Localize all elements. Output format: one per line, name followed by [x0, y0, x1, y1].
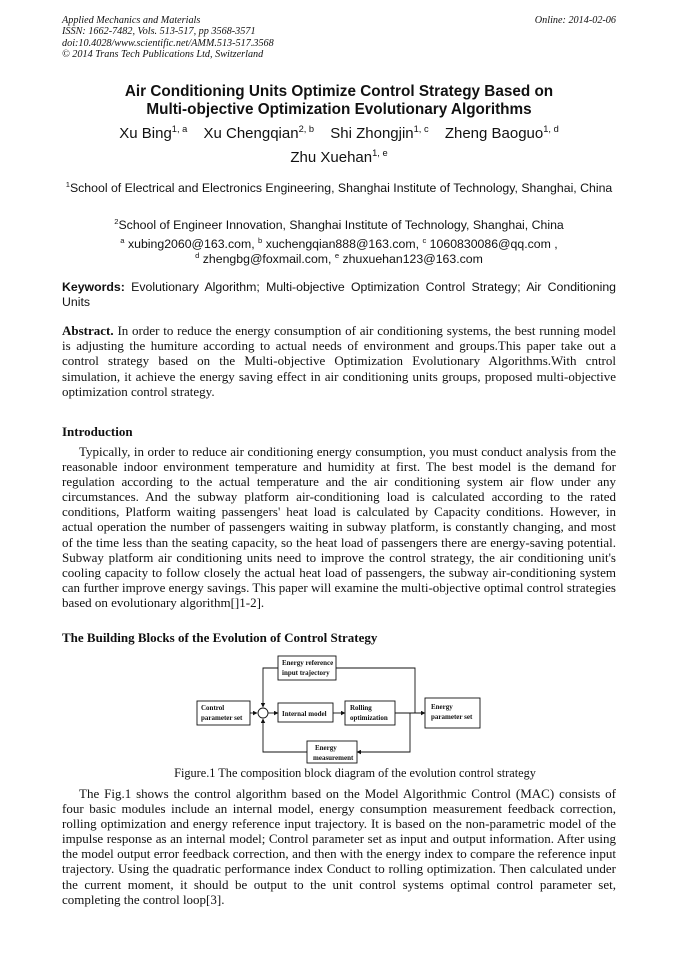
author-list [62, 122, 616, 170]
author-row-1 [62, 122, 616, 146]
author: Xu Bing$^{1, a}$ [119, 124, 188, 142]
copyright-line: © 2014 Trans Tech Publications Ltd, Switzerland [62, 49, 264, 61]
abstract-text: In order to reduce the energy consumption of air conditioning systems, the best running model is adjusting the humiture according to actual needs of environment and groups.This paper take out a control strategy based on the Multi-objective Optimization Evolutionary Algorithms.With cntrol simulation, it achieve the energy saving effect in air conditioning units groups, proposed multi-objective optimization control strategy. [62, 323, 617, 399]
doi-line: doi:10.4028/www.scientific.net/AMM.513-517.3568 [62, 37, 274, 49]
abstract [62, 323, 616, 399]
control-parameter-label-2: parameter set [201, 714, 243, 722]
rolling-label: Rolling [350, 704, 372, 712]
abstract-label: Abstract. [62, 323, 114, 338]
author: Shi Zhongjin$^{1, c}$ [330, 124, 429, 142]
paper-title [62, 83, 616, 119]
journal-name: Applied Mechanics and Materials [62, 15, 201, 26]
energy-reference-label: Energy reference [282, 659, 334, 667]
introduction-paragraph: Typically, in order to reduce air conditioning energy consumption, you must conduct analysis from the reasonable indoor environment temperature and humidity at first. The best model is the demand for regulation according to the actual temperature and the air conditioning system air flow under any circumstances. And the subway platform air-conditioning load is calculated according to the rated conditions, Platform waiting passengers' heat load is calculated by Capacity conditions. However, in actual operation the number of passengers waiting in subway platform, is constantly changing, and most of the time less than the seating capacity, so the heat load of passengers there are energy-saving potential. Subway platform air conditioning units need to improve the control strategy, the air conditioning unit's cooling capacity to follow closely the actual heat load of passengers, the subway air-conditioning system can further improve energy savings. This paper will examine the multi-objective optimal control strategies based on evolutionary algorithm[]1-2]. [62, 444, 616, 610]
energy-parameter-label-2: parameter set [431, 713, 473, 721]
energy-measurement-label-2: measurement [313, 754, 354, 762]
online-date: Online: 2014-02-06 [534, 15, 616, 26]
author: Xu Chengqian$^{2, b}$ [203, 124, 315, 142]
block-diagram [195, 648, 485, 764]
keywords [62, 280, 616, 311]
section2-paragraph: The Fig.1 shows the control algorithm based on the Model Algorithmic Control (MAC) consists of four basic modules include an internal model, energy consumption measurement feedback correction, rolling optimization and energy reference input trajectory. It is based on the non-parametric model of the impulse response as an internal model; Control parameter set as input and output information. After using the model output error feedback correction, and then with the energy index to compare the reference input trajectory. Using the quadratic performance index Conduct to rolling optimization. Then calculated under the current moment, it should be output to the unit control systems optimal control parameter set, completing the control loop[3]. [62, 786, 616, 907]
figure-caption: Figure.1 The composition block diagram of the evolution control strategy [174, 766, 536, 780]
email: zhengbg@foxmail.com, [202, 251, 332, 266]
email: 1060830086@qq.com , [429, 237, 558, 251]
keywords-text: Evolutionary Algorithm; Multi-objective Optimization Control Strategy; Air Conditioning Units [62, 280, 617, 310]
heading-introduction: Introduction [62, 424, 133, 439]
energy-reference-label-2: input trajectory [282, 669, 330, 677]
affiliation-1: $^1$School of Electrical and Electronics Engineering, Shanghai Institute of Technology, Shanghai, China [65, 179, 613, 195]
energy-measurement-label: Energy [315, 744, 337, 752]
email: xubing2060@163.com, [127, 237, 255, 251]
author: Zheng Baoguo$^{1, d}$ [444, 124, 559, 142]
keywords-label: Keywords: [62, 280, 125, 294]
rolling-label-2: optimization [350, 714, 388, 722]
issn-line: ISSN: 1662-7482, Vols. 513-517, pp 3568-3571 [62, 26, 256, 38]
email: xuchengqian888@163.com, [265, 237, 420, 251]
affiliation-2: $^2$School of Engineer Innovation, Shanghai Institute of Technology, Shanghai, China [114, 216, 564, 232]
running-header [62, 15, 616, 61]
author: Zhu Xuehan$^{1, e}$ [290, 148, 388, 166]
summing-junction [258, 708, 268, 718]
author-row-2 [62, 146, 616, 170]
control-parameter-label: Control [201, 704, 225, 712]
email-list: $^a$ xubing2060@163.com, $^b$ xuchengqian888@163.com, $^c$ 1060830086@qq.com , $^d$ zhengbg@foxmail.com, $^e$ zhuxuehan123@163.com [120, 235, 558, 266]
energy-parameter-label: Energy [431, 703, 453, 711]
title-line-1: Air Conditioning Units Optimize Control Strategy Based on [124, 83, 554, 100]
email: zhuxuehan123@163.com [342, 251, 483, 266]
heading-building-blocks: The Building Blocks of the Evolution of Control Strategy [62, 630, 378, 645]
internal-model-label: Internal model [282, 710, 327, 718]
title-line-2: Multi-objective Optimization Evolutionary Algorithms [146, 101, 532, 118]
